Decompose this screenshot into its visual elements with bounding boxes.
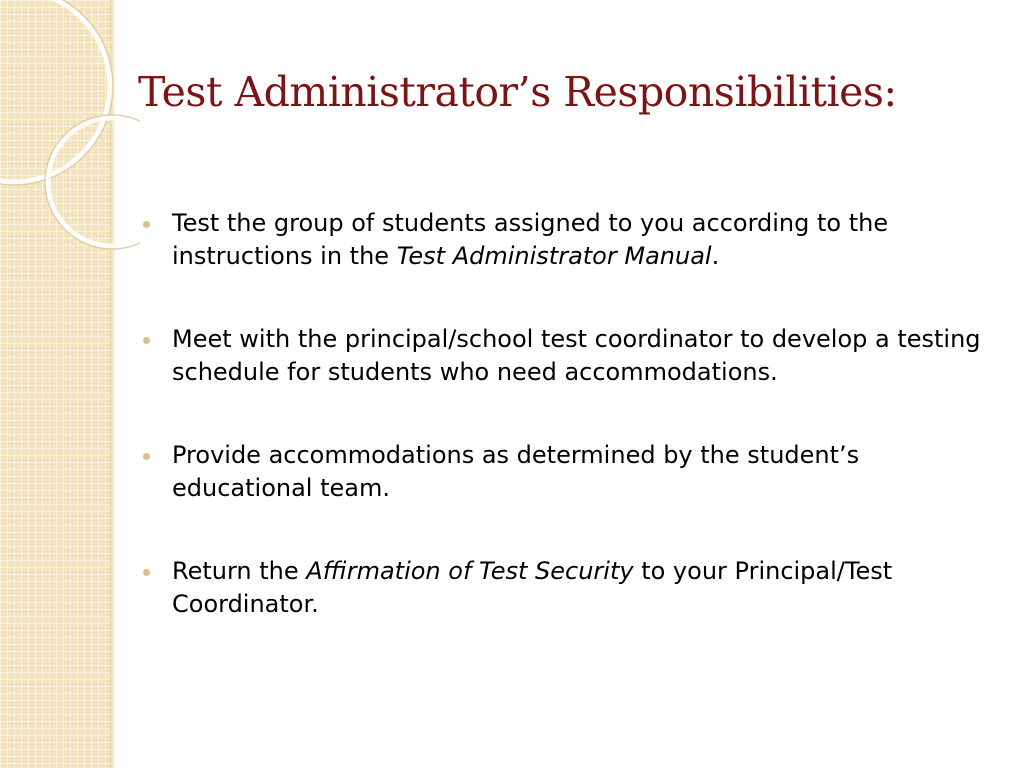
bullet-text-end: to your Principal/Test Coordinator. bbox=[172, 557, 893, 618]
bullet-text-end: . bbox=[711, 242, 720, 270]
bullet-dot-icon bbox=[143, 221, 150, 228]
bullet-list bbox=[140, 207, 1000, 671]
bullet-emphasis: Affirmation of Test Security bbox=[306, 557, 634, 585]
bullet-text: Provide accommodations as determined by the student’s educational team. bbox=[172, 441, 860, 502]
decorative-rings-icon bbox=[0, 0, 140, 250]
bullet-item-3 bbox=[140, 439, 1000, 505]
bullet-item-4 bbox=[140, 555, 1000, 621]
bullet-dot-icon bbox=[143, 569, 150, 576]
ring-large-shadow bbox=[0, 0, 113, 185]
bullet-dot-icon bbox=[143, 453, 150, 460]
bullet-item-1 bbox=[140, 207, 1000, 273]
bullet-item-2 bbox=[140, 323, 1000, 389]
ring-small-shadow bbox=[45, 115, 140, 249]
bullet-dot-icon bbox=[143, 337, 150, 344]
bullet-text: Return the bbox=[172, 557, 307, 585]
bullet-text: Test the group of students assigned to you according to the instructions in the bbox=[172, 209, 889, 270]
slide-title: Test Administrator’s Responsibilities: bbox=[138, 68, 897, 116]
bullet-text: Meet with the principal/school test coordinator to develop a testing schedule for students who need accommodations. bbox=[172, 325, 981, 386]
bullet-emphasis: Test Administrator Manual bbox=[396, 242, 712, 270]
